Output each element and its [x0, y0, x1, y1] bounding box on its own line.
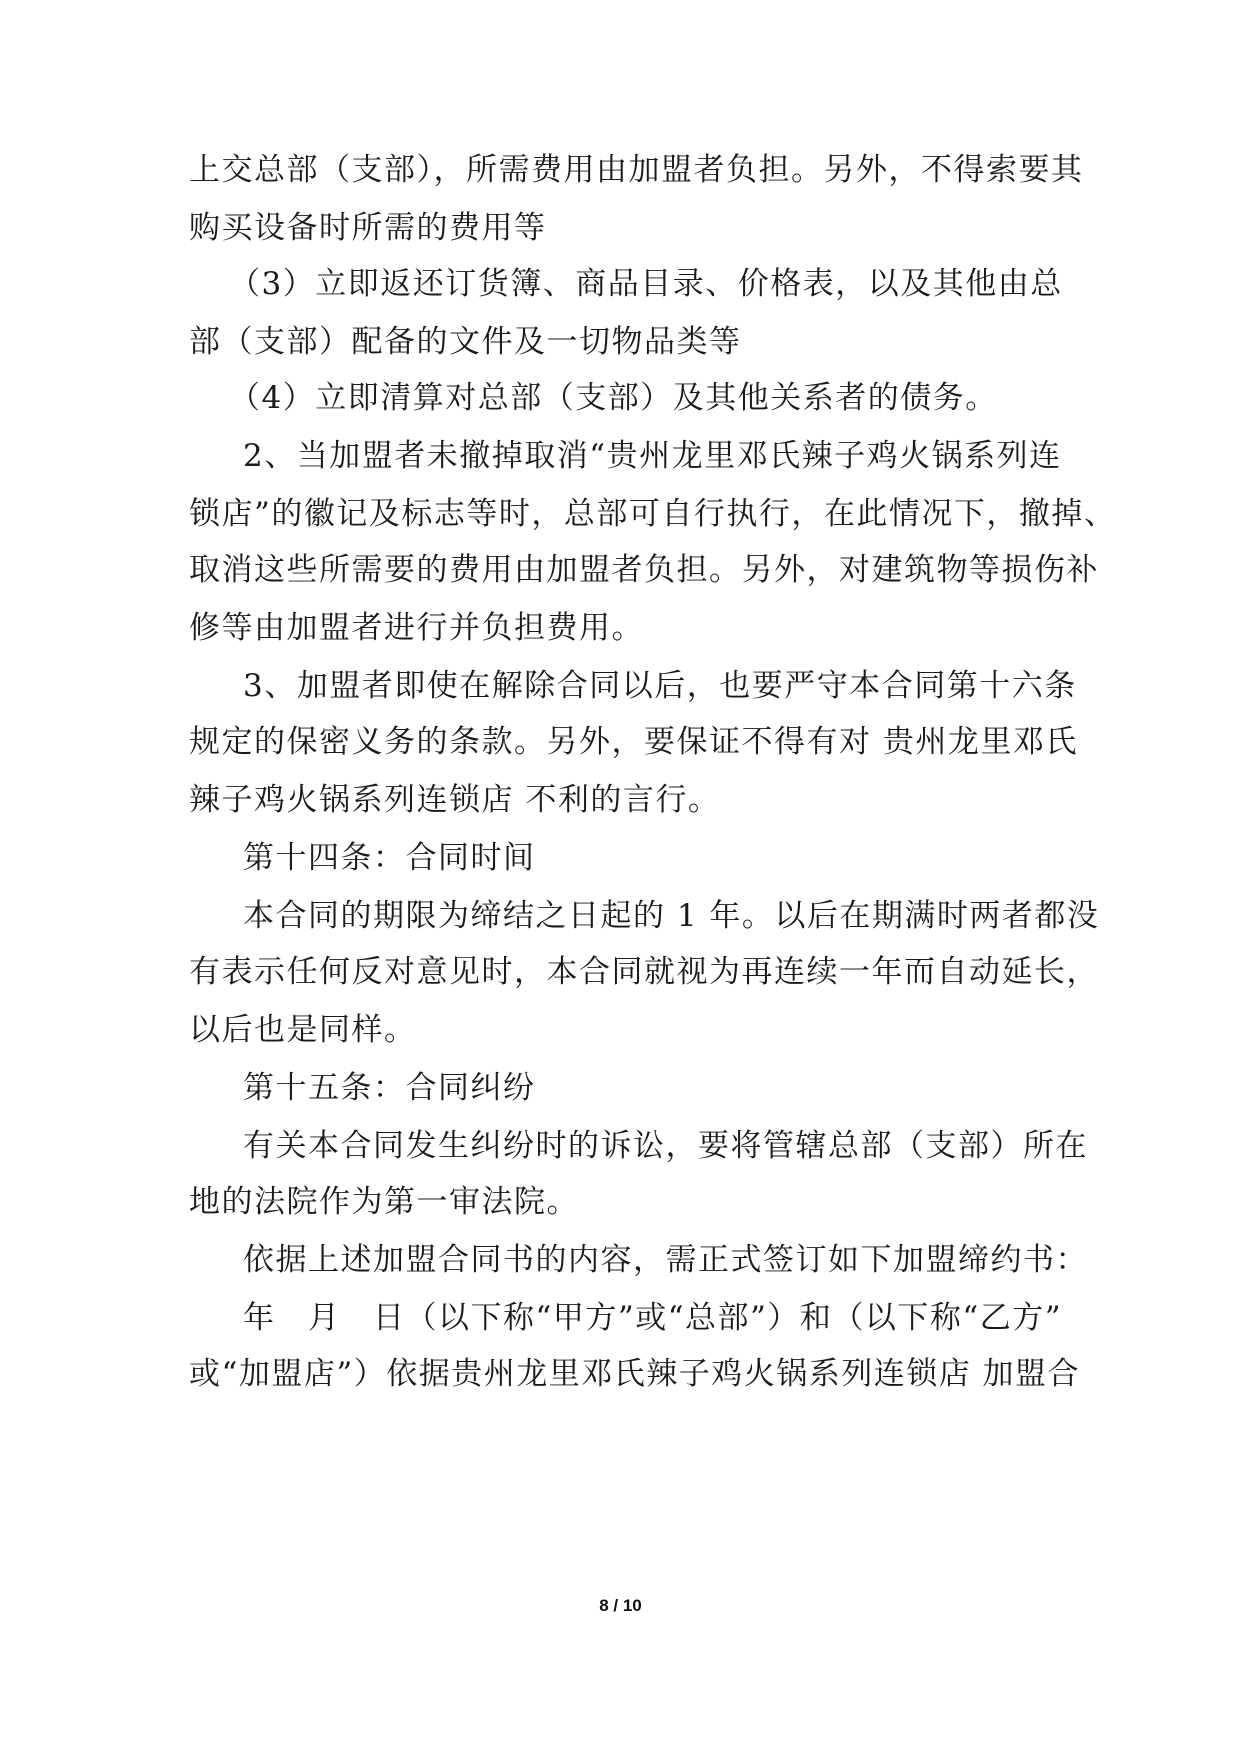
text-line: 辣子鸡火锅系列连锁店 不利的言行。	[189, 782, 721, 818]
text-line: 部（支部）配备的文件及一切物品类等	[189, 324, 742, 360]
text-line: 或“加盟店”）依据贵州龙里邓氏辣子鸡火锅系列连锁店 加盟合	[189, 1356, 1081, 1392]
text-line: 规定的保密义务的条款。另外，要保证不得有对 贵州龙里邓氏	[189, 724, 1078, 760]
page-number: 8 / 10	[599, 1596, 642, 1615]
section-heading: 第十四条：合同时间	[243, 840, 536, 876]
text-line: 依据上述加盟合同书的内容，需正式签订如下加盟缔约书：	[243, 1242, 1088, 1278]
text-line: 有表示任何反对意见时，本合同就视为再连续一年而自动延长，	[189, 954, 1099, 990]
text-line: 以后也是同样。	[189, 1012, 417, 1048]
text-line: 3、加盟者即使在解除合同以后，也要严守本合同第十六条	[243, 668, 1077, 704]
text-line: 本合同的期限为缔结之日起的 1 年。以后在期满时两者都没	[243, 898, 1100, 934]
text-line: 有关本合同发生纠纷时的诉讼，要将管辖总部（支部）所在	[243, 1128, 1088, 1164]
section-heading: 第十五条：合同纠纷	[243, 1070, 536, 1106]
text-line: 锁店”的徽记及标志等时，总部可自行执行，在此情况下，撤掉、	[189, 496, 1117, 532]
text-line: 地的法院作为第一审法院。	[189, 1184, 579, 1220]
text-line: （4）立即清算对总部（支部）及其他关系者的债务。	[229, 380, 998, 416]
text-line: 年 月 日（以下称“甲方”或“总部”）和（以下称“乙方”	[243, 1300, 1063, 1336]
text-line: 2、当加盟者未撤掉取消“贵州龙里邓氏辣子鸡火锅系列连	[243, 438, 1062, 474]
text-line: 修等由加盟者进行并负担费用。	[189, 610, 644, 646]
text-line: 取消这些所需要的费用由加盟者负担。另外，对建筑物等损伤补	[189, 552, 1099, 588]
text-line: 上交总部（支部），所需费用由加盟者负担。另外，不得索要其	[189, 152, 1084, 188]
text-line: （3）立即返还订货簿、商品目录、价格表，以及其他由总	[229, 266, 1063, 302]
text-line: 购买设备时所需的费用等	[189, 210, 547, 246]
